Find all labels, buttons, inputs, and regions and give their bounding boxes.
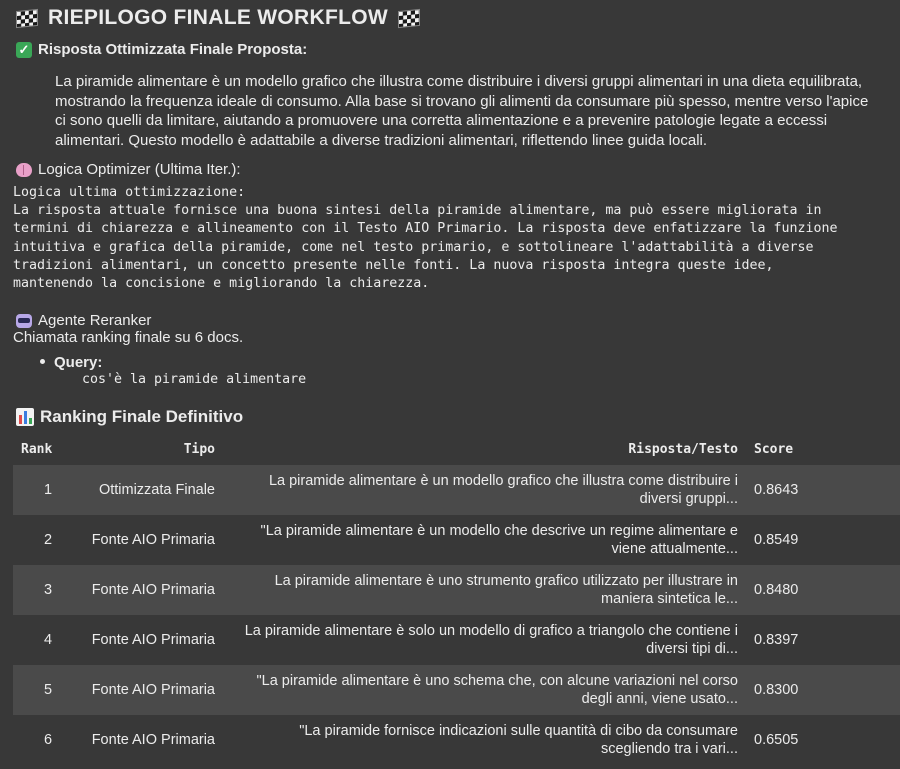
checkered-flag-icon [398, 8, 420, 27]
cell-score: 0.8549 [754, 532, 799, 548]
cell-text: La piramide alimentare è solo un modello di grafico a triangolo che contiene i diversi tipi di... [244, 623, 738, 657]
robot-icon [16, 314, 32, 328]
cell-rank: 4 [43, 632, 53, 648]
column-header-score: Score [754, 441, 794, 457]
cell-text: "La piramide alimentare è un modello che descrive un regime alimentare e viene attualmente... [260, 523, 738, 557]
cell-score: 0.6505 [754, 732, 799, 748]
column-header-text: Risposta/Testo [628, 441, 738, 457]
column-header-rank: Rank [21, 441, 53, 457]
cell-rank: 5 [43, 682, 53, 698]
table-row [13, 715, 900, 765]
check-mark-icon: ✓ [16, 42, 32, 58]
optimized-answer-text: La piramide alimentare è un modello grafico che illustra come distribuire i diversi gruppi alimentari in una dieta equilibrata, mostrando la frequenza ideale di consumo. Alla base si trovano gli alimenti da consumare più spesso, mentre verso l'apice ci sono quelli da limitare, aiutando a promuovere una corretta alimentazione e a prevenire patologie legate a eccessi alimentari. Questo modello è adattabile a diverse tradizioni alimentari, riflettendo linee guida locali. [55, 73, 869, 149]
table-row [13, 465, 900, 515]
query-value: cos'è la piramide alimentare [82, 372, 307, 387]
ranking-heading-text: Ranking Finale Definitivo [40, 407, 244, 426]
cell-rank: 6 [43, 732, 53, 748]
query-list-item [40, 354, 307, 387]
table-row [13, 615, 900, 665]
bar-chart-icon [16, 408, 34, 426]
cell-text: "La piramide fornisce indicazioni sulle quantità di cibo da consumare scegliendo tra i vari... [299, 723, 738, 757]
cell-text: "La piramide alimentare è uno schema che, con alcune variazioni nel corso degli anni, viene usato... [256, 673, 738, 707]
cell-tipo: Fonte AIO Primaria [91, 632, 215, 648]
table-row [13, 665, 900, 715]
query-label: Query: [54, 354, 103, 371]
cell-rank: 2 [43, 532, 53, 548]
table-row [13, 565, 900, 615]
table-row [13, 515, 900, 565]
cell-tipo: Fonte AIO Primaria [91, 682, 215, 698]
page-title [16, 6, 420, 30]
optimizer-logic-heading-text: Logica Optimizer (Ultima Iter.): [38, 161, 241, 178]
checkered-flag-icon [16, 8, 38, 27]
cell-score: 0.8480 [754, 582, 799, 598]
cell-rank: 1 [43, 482, 53, 498]
ranking-table [13, 433, 900, 765]
cell-tipo: Fonte AIO Primaria [91, 532, 215, 548]
reranker-heading [16, 312, 151, 329]
cell-tipo: Ottimizzata Finale [98, 482, 215, 498]
bullet-icon [40, 359, 45, 364]
optimizer-logic-heading [16, 161, 241, 178]
brain-icon [16, 163, 32, 177]
cell-text: La piramide alimentare è un modello grafico che illustra come distribuire i diversi gruppi... [268, 473, 738, 507]
optimized-answer-heading [16, 41, 307, 58]
cell-score: 0.8643 [754, 482, 799, 498]
page-title-text: RIEPILOGO FINALE WORKFLOW [48, 6, 388, 29]
cell-tipo: Fonte AIO Primaria [91, 732, 215, 748]
reranker-call-text: Chiamata ranking finale su 6 docs. [13, 329, 244, 346]
ranking-table-header [13, 433, 900, 465]
cell-score: 0.8397 [754, 632, 799, 648]
optimizer-logic-log: Logica ultima ottimizzazione: La risposta attuale fornisce una buona sintesi della piramide alimentare, ma può essere migliorata in termini di chiarezza e allineamento con il Testo AIO Primario. La risposta deve enfatizzare la funzione intuitiva e grafica della piramide, come nel testo primario, e sottolineare l'adattabilità a diverse tradizioni alimentari, un concetto presente nelle fonti. La nuova risposta integra queste idee, mantenendo la concisione e migliorando la chiarezza. [13, 185, 838, 292]
column-header-tipo: Tipo [183, 441, 215, 457]
reranker-heading-text: Agente Reranker [38, 312, 152, 329]
cell-text: La piramide alimentare è uno strumento grafico utilizzato per illustrare in maniera sintetica le... [274, 573, 738, 607]
cell-rank: 3 [43, 582, 53, 598]
cell-tipo: Fonte AIO Primaria [91, 582, 215, 598]
optimized-answer-heading-text: Risposta Ottimizzata Finale Proposta: [38, 41, 308, 58]
ranking-heading [16, 407, 243, 427]
cell-score: 0.8300 [754, 682, 799, 698]
